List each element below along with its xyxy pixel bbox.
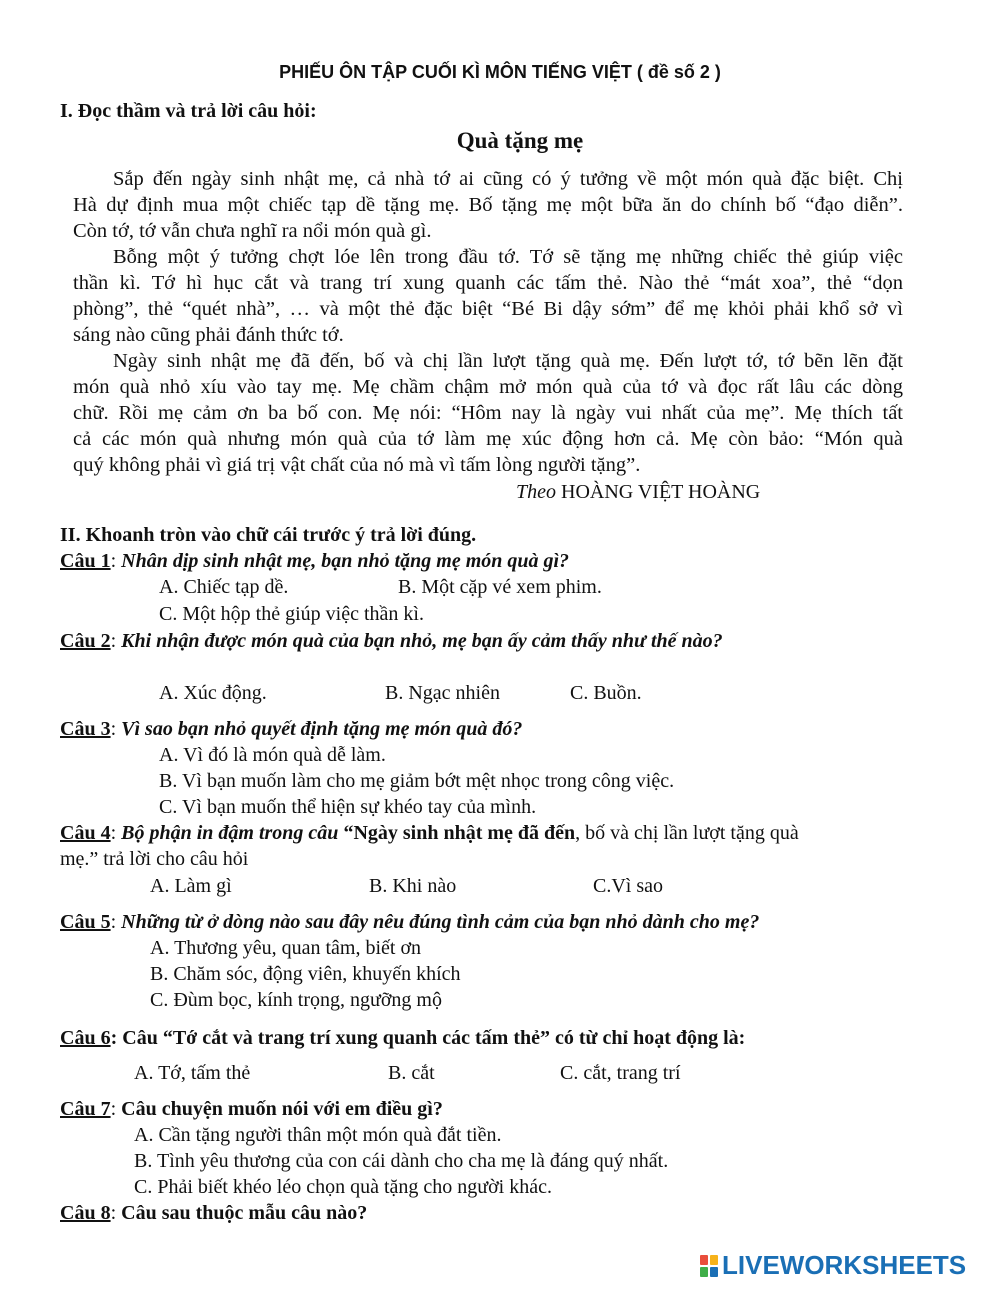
- q4-option-a[interactable]: A. Làm gì: [150, 875, 232, 897]
- question-4: [60, 822, 903, 845]
- q2-option-a[interactable]: A. Xúc động.: [159, 682, 267, 704]
- question-text: Vì sao bạn nhỏ quyết định tặng mẹ món quà đó?: [121, 718, 523, 740]
- question-number: Câu 4: [60, 822, 111, 844]
- question-number: Câu 2: [60, 630, 111, 652]
- question-text: Bộ phận in đậm trong câu: [121, 822, 344, 844]
- q2-option-b[interactable]: B. Ngạc nhiên: [385, 682, 500, 704]
- question-8: [60, 1202, 367, 1225]
- story-line: chữ. Rồi mẹ cảm ơn ba bố con. Mẹ nói: “Hôm nay là ngày vui nhất của mẹ”. Mẹ thích tất: [73, 402, 903, 424]
- logo-square: [710, 1255, 718, 1265]
- question-number: Câu 3: [60, 718, 111, 740]
- question-number: Câu 6: [60, 1027, 111, 1049]
- question-2: [60, 630, 723, 653]
- story-byline: [516, 481, 760, 504]
- question-sep: :: [110, 1027, 123, 1049]
- question-number: Câu 7: [60, 1098, 111, 1120]
- story-line: cả các món quà nhưng món quà của tớ làm mẹ xúc động hơn cả. Mẹ còn bảo: “Món quà: [73, 428, 903, 450]
- question-sep: :: [110, 1202, 122, 1224]
- question-4-line-2: mẹ.” trả lời cho câu hỏi: [60, 848, 249, 870]
- question-7: [60, 1098, 443, 1121]
- q6-option-a[interactable]: A. Tớ, tấm thẻ: [134, 1062, 251, 1084]
- q4-option-c[interactable]: C.Vì sao: [593, 875, 663, 897]
- question-text: Những từ ở dòng nào sau đây nêu đúng tình cảm của bạn nhỏ dành cho mẹ?: [121, 911, 760, 933]
- question-sep: :: [110, 1098, 122, 1120]
- question-sep: :: [110, 718, 122, 740]
- question-1: [60, 550, 569, 573]
- q7-option-a[interactable]: A. Cần tặng người thân một món quà đắt tiền.: [134, 1124, 502, 1146]
- question-sep: :: [110, 911, 122, 933]
- question-sep: :: [110, 550, 122, 572]
- q3-option-b[interactable]: B. Vì bạn muốn làm cho mẹ giảm bớt mệt nhọc trong công việc.: [159, 770, 675, 792]
- story-line: thần kì. Tớ hì hục cắt và trang trí xung quanh các tấm thẻ. Nào thẻ “mát xoa”, thẻ “dọn: [73, 272, 903, 294]
- q1-option-b[interactable]: B. Một cặp vé xem phim.: [398, 576, 602, 598]
- question-number: Câu 5: [60, 911, 111, 933]
- story-line: Sắp đến ngày sinh nhật mẹ, cả nhà tớ ai cũng có ý tưởng về một món quà đặc biệt. Chị: [113, 168, 903, 190]
- story-line: Bỗng một ý tưởng chợt lóe lên trong đầu tớ. Tớ sẽ tặng mẹ những chiếc thẻ giúp việc: [113, 246, 903, 268]
- question-number: Câu 8: [60, 1202, 111, 1224]
- question-5: [60, 911, 759, 934]
- story-line: sáng nào cũng phải đánh thức tớ.: [73, 324, 344, 346]
- story-paragraph-3: [73, 348, 903, 478]
- story-title: Quà tặng mẹ: [456, 128, 584, 153]
- logo-square: [700, 1255, 708, 1265]
- story-line: Còn tớ, tớ vẫn chưa nghĩ ra nổi món quà gì.: [73, 220, 432, 242]
- section-1-heading: I. Đọc thầm và trả lời câu hỏi:: [60, 100, 317, 122]
- question-text: Câu “Tớ cắt và trang trí xung quanh các tấm thẻ” có từ chỉ hoạt động là:: [122, 1027, 746, 1049]
- story-paragraph-1: [73, 166, 903, 244]
- q5-option-c[interactable]: C. Đùm bọc, kính trọng, ngưỡng mộ: [150, 989, 442, 1011]
- byline-author: HOÀNG VIỆT HOÀNG: [556, 481, 761, 503]
- logo-square: [710, 1267, 718, 1277]
- q7-option-b[interactable]: B. Tình yêu thương của con cái dành cho cha mẹ là đáng quý nhất.: [134, 1150, 669, 1172]
- story-line: món quà nhỏ xíu vào tay mẹ. Mẹ chầm chậm mở món quà của tớ và đọc rất lâu các dòng: [73, 376, 903, 398]
- section-2-heading: II. Khoanh tròn vào chữ cái trước ý trả lời đúng.: [60, 524, 477, 546]
- question-sep: :: [110, 630, 122, 652]
- story-line: quý không phải vì giá trị vật chất của nó mà vì tấm lòng người tặng”.: [73, 454, 641, 476]
- question-6: [60, 1027, 745, 1050]
- q7-option-c[interactable]: C. Phải biết khéo léo chọn quà tặng cho người khác.: [134, 1176, 552, 1198]
- logo-mark-icon: [700, 1255, 718, 1277]
- question-sep: :: [110, 822, 122, 844]
- q4-option-b[interactable]: B. Khi nào: [369, 875, 457, 897]
- q5-option-a[interactable]: A. Thương yêu, quan tâm, biết ơn: [150, 937, 422, 959]
- liveworksheets-logo: [700, 1250, 966, 1281]
- q3-option-a[interactable]: A. Vì đó là món quà dễ làm.: [159, 744, 386, 766]
- question-text: Khi nhận được món quà của bạn nhỏ, mẹ bạn ấy cảm thấy như thế nào?: [121, 630, 723, 652]
- story-line: Hà dự định mua một chiếc tạp dề tặng mẹ. Bố tặng mẹ một bữa ăn do chính bố “đạo diễn”.: [73, 194, 903, 216]
- question-text: Câu chuyện muốn nói với em điều gì?: [121, 1098, 443, 1120]
- q2-option-c[interactable]: C. Buồn.: [570, 682, 642, 704]
- question-quote-rest: , bố và chị lần lượt tặng quà: [575, 822, 799, 844]
- q6-option-b[interactable]: B. cắt: [388, 1062, 435, 1084]
- logo-text: LIVEWORKSHEETS: [722, 1250, 967, 1280]
- q6-option-c[interactable]: C. cắt, trang trí: [560, 1062, 681, 1084]
- q3-option-c[interactable]: C. Vì bạn muốn thể hiện sự khéo tay của mình.: [159, 796, 537, 818]
- q5-option-b[interactable]: B. Chăm sóc, động viên, khuyến khích: [150, 963, 461, 985]
- story-line: phòng”, thẻ “quét nhà”, … và một thẻ đặc biệt “Bé Bi dậy sớm” để mẹ khỏi phải khổ sở vì: [73, 298, 903, 320]
- story-paragraph-2: [73, 244, 903, 348]
- question-text: Câu sau thuộc mẫu câu nào?: [121, 1202, 368, 1224]
- worksheet-title: PHIẾU ÔN TẬP CUỐI KÌ MÔN TIẾNG VIỆT ( đề số 2 ): [279, 62, 721, 82]
- question-text: Nhân dịp sinh nhật mẹ, bạn nhỏ tặng mẹ món quà gì?: [121, 550, 570, 572]
- story-line: Ngày sinh nhật mẹ đã đến, bố và chị lần lượt tặng quà mẹ. Đến lượt tớ, tớ bẽn lẽn đặt: [113, 350, 903, 372]
- q1-option-c[interactable]: C. Một hộp thẻ giúp việc thần kì.: [159, 603, 424, 625]
- question-number: Câu 1: [60, 550, 111, 572]
- question-3: [60, 718, 522, 741]
- byline-prefix: Theo: [516, 481, 556, 503]
- logo-square: [700, 1267, 708, 1277]
- q1-option-a[interactable]: A. Chiếc tạp dề.: [159, 576, 289, 598]
- question-quote-bold: “Ngày sinh nhật mẹ đã đến: [343, 822, 576, 844]
